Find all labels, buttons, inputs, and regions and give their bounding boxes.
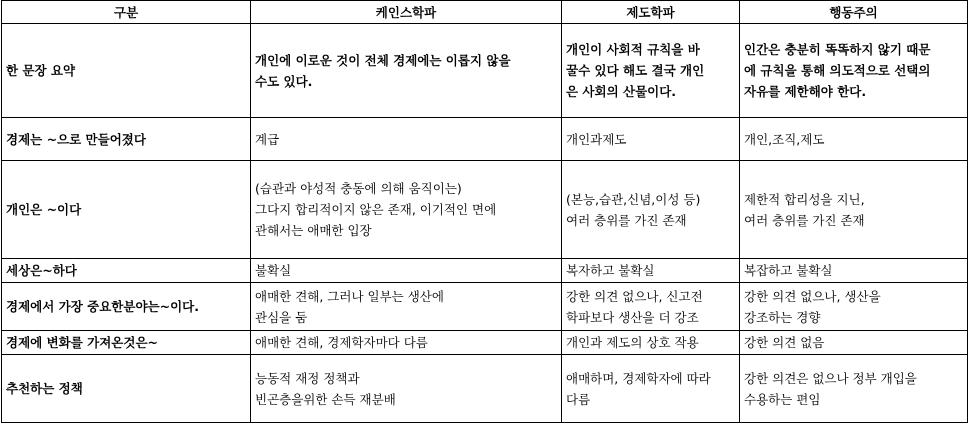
cell-line: 계급	[255, 131, 280, 147]
table-row	[2, 283, 968, 331]
row-label: 경제에서 가장 중요한분야는~이다.	[2, 283, 251, 331]
cell-line: 다름	[566, 391, 591, 407]
cell-behavioral	[740, 331, 968, 355]
cell-line: 인간은 충분히 똑똑하지 않기 때문	[744, 42, 931, 57]
cell-line: 개인에 이로운 것이 전체 경제에는 이롭지 않을	[255, 52, 511, 68]
cell-line: 에 규칙을 통해 의도적으로 선택의	[744, 63, 931, 78]
cell-behavioral	[740, 355, 968, 423]
cell-line: 수도 있다.	[255, 73, 313, 89]
cell-line: 강한 의견 없으나, 생산을	[744, 288, 881, 304]
table-row	[2, 259, 968, 283]
cell-keynesian	[251, 24, 562, 118]
cell-line: 수용하는 편임	[744, 391, 821, 407]
cell-institutional	[562, 355, 740, 423]
cell-line: 불확실	[255, 263, 292, 278]
header-behavioral: 행동주의	[740, 1, 968, 24]
cell-line: 학파보다 생산을 더 강조	[566, 309, 699, 325]
cell-line: 복자하고 불확실	[566, 263, 655, 278]
cell-line: 개인과 제도의 상호 작용	[566, 335, 699, 350]
cell-behavioral	[740, 259, 968, 283]
cell-keynesian	[251, 259, 562, 283]
cell-line: 애매한 견해, 경제학자마다 다름	[255, 335, 428, 350]
table-row	[2, 331, 968, 355]
cell-line: (본능,습관,신념,이성 등)	[566, 191, 701, 207]
cell-line: 개인이 사회적 규칙을 바	[566, 42, 700, 57]
cell-line: 강한 의견 없으나, 신고전	[566, 288, 703, 304]
header-row	[2, 1, 968, 24]
row-label: 경제에 변화를 가져온것은~	[2, 331, 251, 355]
cell-line: (습관과 야성적 충동에 의해 움직이는)	[255, 181, 462, 196]
cell-line: 개인과제도	[566, 131, 627, 147]
row-label: 개인은 ~이다	[2, 161, 251, 259]
cell-behavioral	[740, 24, 968, 118]
cell-behavioral	[740, 118, 968, 161]
cell-institutional	[562, 118, 740, 161]
cell-line: 꿀수 있다 해도 결국 개인	[566, 63, 705, 78]
table-row	[2, 161, 968, 259]
row-label: 경제는 ~으로 만들어졌다	[2, 118, 251, 161]
row-label: 세상은~하다	[2, 259, 251, 283]
cell-line: 관해서는 애매한 입장	[255, 223, 372, 238]
cell-line: 여러 층위를 가진 존재	[566, 212, 687, 228]
cell-institutional	[562, 161, 740, 259]
row-label: 추천하는 정책	[2, 355, 251, 423]
table-row	[2, 118, 968, 161]
cell-institutional	[562, 283, 740, 331]
cell-line: 애매한 견해, 그러나 일부는 생산에	[255, 288, 444, 304]
header-institutional: 제도학파	[562, 1, 740, 24]
cell-line: 관심을 둠	[255, 309, 308, 325]
cell-keynesian	[251, 118, 562, 161]
header-category: 구분	[2, 1, 251, 24]
cell-keynesian	[251, 283, 562, 331]
cell-line: 개인,조직,제도	[744, 131, 825, 147]
cell-behavioral	[740, 161, 968, 259]
cell-line: 강한 의견은 없으나 정부 개입을	[744, 370, 917, 386]
cell-line: 복잡하고 불확실	[744, 263, 833, 278]
cell-line: 은 사회의 산물이다.	[566, 84, 677, 99]
cell-line: 능동적 재정 정책과	[255, 370, 360, 386]
table-row	[2, 355, 968, 423]
cell-keynesian	[251, 355, 562, 423]
cell-institutional	[562, 331, 740, 355]
cell-line: 자유를 제한해야 한다.	[744, 84, 867, 99]
cell-line: 강조하는 경향	[744, 309, 821, 325]
cell-line: 그다지 합리적이지 않은 존재, 이기적인 면에	[255, 202, 497, 217]
row-label: 한 문장 요약	[2, 24, 251, 118]
cell-line: 애매하며, 경제학자에 따라	[566, 370, 711, 386]
cell-keynesian	[251, 331, 562, 355]
cell-line: 빈곤층을위한 손득 재분배	[255, 391, 396, 407]
cell-institutional	[562, 259, 740, 283]
cell-behavioral	[740, 283, 968, 331]
header-keynesian: 케인스학파	[251, 1, 562, 24]
cell-line: 강한 의견 없음	[744, 335, 825, 350]
cell-line: 여러 층위를 가진 존재	[744, 212, 865, 228]
comparison-table	[1, 0, 968, 423]
table-row	[2, 24, 968, 118]
cell-keynesian	[251, 161, 562, 259]
cell-institutional	[562, 24, 740, 118]
cell-line: 제한적 합리성을 지닌,	[744, 191, 865, 207]
